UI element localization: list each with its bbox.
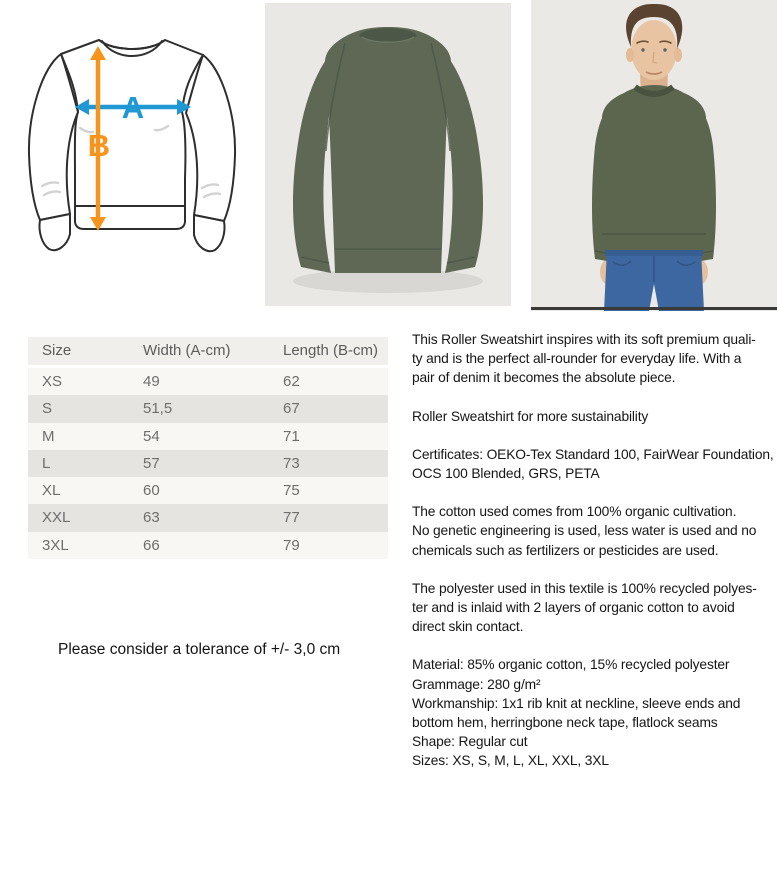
length-label: B xyxy=(87,128,111,163)
size-table-cell: 75 xyxy=(269,477,388,504)
description-line: The cotton used comes from 100% organic cultivation. xyxy=(412,504,737,520)
size-table-cell: 62 xyxy=(269,368,388,395)
product-description xyxy=(412,330,777,790)
description-line: No genetic engineering is used, less water is used and no xyxy=(412,523,757,539)
description-paragraph xyxy=(412,579,777,637)
description-line: OCS 100 Blended, GRS, PETA xyxy=(412,466,600,482)
size-table-cell: 57 xyxy=(129,450,269,477)
description-line: Certificates: OEKO-Tex Standard 100, FairWear Foundation, xyxy=(412,446,774,462)
photo-bottom-line xyxy=(531,307,777,310)
size-table-header: Size xyxy=(28,337,129,368)
size-table-cell: L xyxy=(28,450,129,477)
size-table-header: Length (B-cm) xyxy=(269,337,388,368)
size-table-cell: 73 xyxy=(269,450,388,477)
description-line: pair of denim it becomes the absolute piece. xyxy=(412,370,676,386)
size-table-cell: 60 xyxy=(129,477,269,504)
description-line: Roller Sweatshirt for more sustainability xyxy=(412,408,649,424)
size-table-cell: 49 xyxy=(129,368,269,395)
size-table-cell: M xyxy=(28,423,129,450)
description-line: direct skin contact. xyxy=(412,619,524,635)
sweatshirt-outline xyxy=(29,40,235,251)
product-photo-flat xyxy=(265,3,511,306)
size-table-cell: S xyxy=(28,395,129,422)
size-diagram xyxy=(14,28,246,258)
size-table-cell: 71 xyxy=(269,423,388,450)
size-table-cell: 67 xyxy=(269,395,388,422)
size-table xyxy=(28,337,388,559)
description-paragraph xyxy=(412,655,777,770)
description-line: ter and is inlaid with 2 layers of organic cotton to avoid xyxy=(412,600,735,616)
size-table-header: Width (A-cm) xyxy=(129,337,269,368)
width-label: A xyxy=(121,90,145,125)
size-table-cell: 3XL xyxy=(28,532,129,559)
description-paragraph xyxy=(412,330,777,388)
description-line: Workmanship: 1x1 rib knit at neckline, sleeve ends and xyxy=(412,695,741,711)
size-table-cell: XL xyxy=(28,477,129,504)
tolerance-note: Please consider a tolerance of +/- 3,0 cm xyxy=(58,641,341,658)
size-table-cell: XS xyxy=(28,368,129,395)
description-line: This Roller Sweatshirt inspires with its soft premium quali- xyxy=(412,332,756,347)
description-paragraph xyxy=(412,502,777,560)
description-paragraph xyxy=(412,445,777,483)
size-table-cell: 63 xyxy=(129,504,269,531)
description-line: Shape: Regular cut xyxy=(412,734,528,750)
product-photo-model xyxy=(531,0,777,311)
size-table-cell: 77 xyxy=(269,504,388,531)
description-line: Sizes: XS, S, M, L, XL, XXL, 3XL xyxy=(412,753,609,769)
size-table-cell: 51,5 xyxy=(129,395,269,422)
size-table-cell: 66 xyxy=(129,532,269,559)
size-table-cell: XXL xyxy=(28,504,129,531)
description-line: The polyester used in this textile is 100% recycled polyes- xyxy=(412,580,757,596)
size-table-cell: 79 xyxy=(269,532,388,559)
description-paragraph xyxy=(412,407,777,426)
description-line: ty and is the perfect all-rounder for everyday life. With a xyxy=(412,351,742,367)
description-line: Grammage: 280 g/m² xyxy=(412,676,541,692)
size-table-cell: 54 xyxy=(129,423,269,450)
description-line: bottom hem, herringbone neck tape, flatlock seams xyxy=(412,715,718,731)
description-line: Material: 85% organic cotton, 15% recycled polyester xyxy=(412,657,730,673)
description-line: chemicals such as fertilizers or pesticides are used. xyxy=(412,542,719,558)
